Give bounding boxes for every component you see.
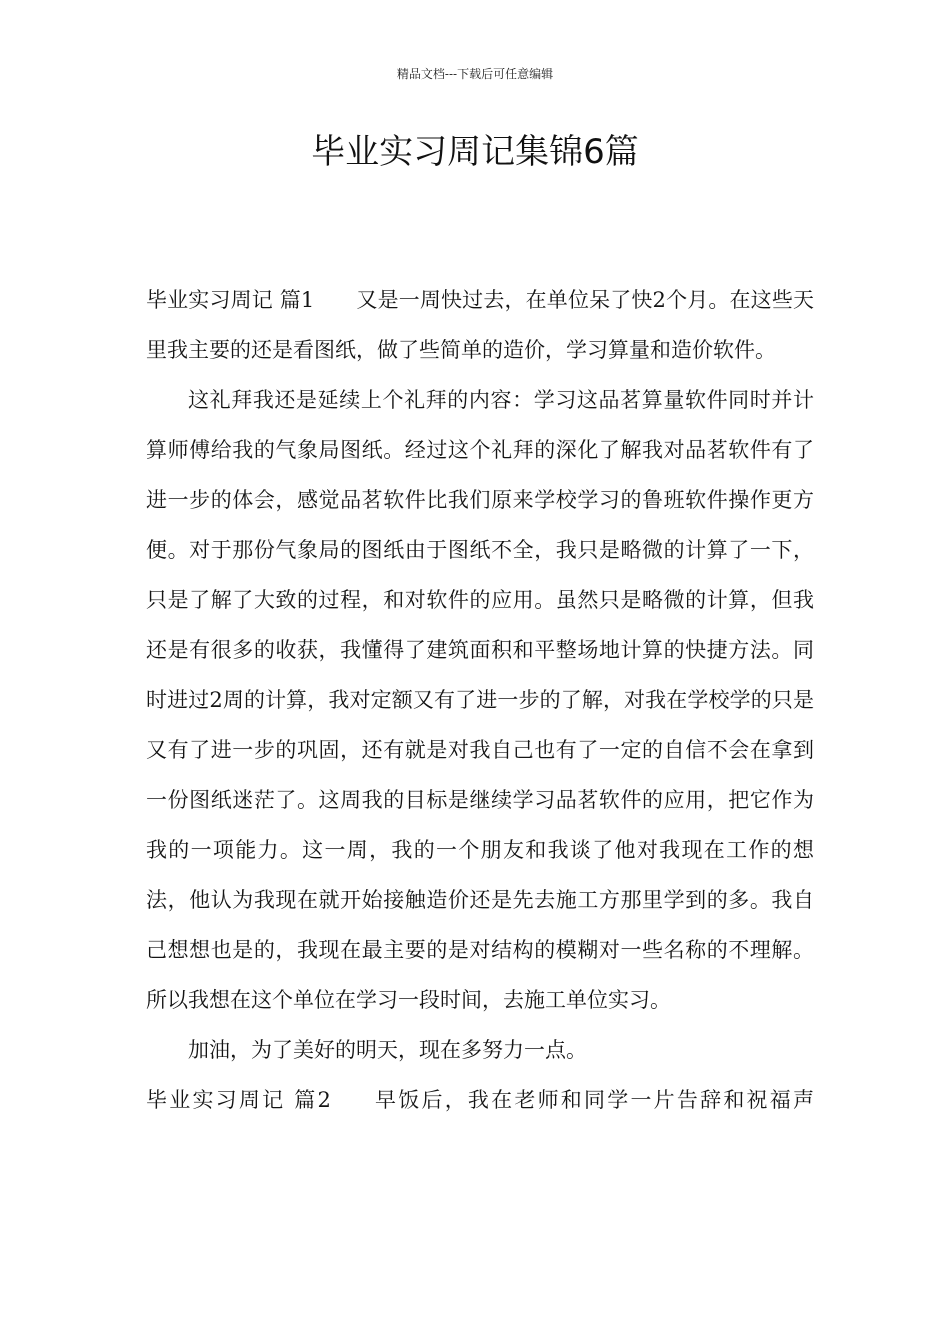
section-1-first-paragraph: 又是一周快过去，在单位呆了快2个月。在这些天里我主要的还是看图纸，做了些简单的造价，学习算量和造价软件。 [146,288,814,362]
section-2-first-paragraph: 早饭后，我在老师和同学一片告辞和祝福声 [372,1088,815,1112]
section-1-paragraph-2: 这礼拜我还是延续上个礼拜的内容：学习这品茗算量软件同时并计算师傅给我的气象局图纸。经过这个礼拜的深化了解我对品茗软件有了进一步的体会，感觉品茗软件比我们原来学校学习的鲁班软件操作更方便。对于那份气象局的图纸由于图纸不全，我只是略微的计算了一下，只是了解了大致的过程，和对软件的应用。虽然只是略微的计算，但我还是有很多的收获，我懂得了建筑面积和平整场地计算的快捷方法。同时进过2周的计算，我对定额又有了进一步的了解，对我在学校学的只是又有了进一步的巩固，还有就是对我自己也有了一定的自信不会在拿到一份图纸迷茫了。这周我的目标是继续学习品茗软件的应用，把它作为我的一项能力。这一周，我的一个朋友和我谈了他对我现在工作的想法，他认为我现在就开始接触造价还是先去施工方那里学到的多。我自己想想也是的，我现在最主要的是对结构的模糊对一些名称的不理解。所以我想在这个单位在学习一段时间，去施工单位实习。 [146,388,814,1012]
document-title: 毕业实习周记集锦6篇 [311,132,639,172]
section-1-label: 毕业实习周记 篇1 [146,288,315,312]
section-1-intro [146,275,814,375]
section-1-paragraph-3: 加油，为了美好的明天，现在多努力一点。 [188,1038,587,1062]
section-2-label: 毕业实习周记 篇2 [146,1088,331,1112]
page-header: 精品文档---下载后可任意编辑 [396,67,554,81]
document-body [146,275,814,1125]
section-2-intro [146,1075,814,1125]
